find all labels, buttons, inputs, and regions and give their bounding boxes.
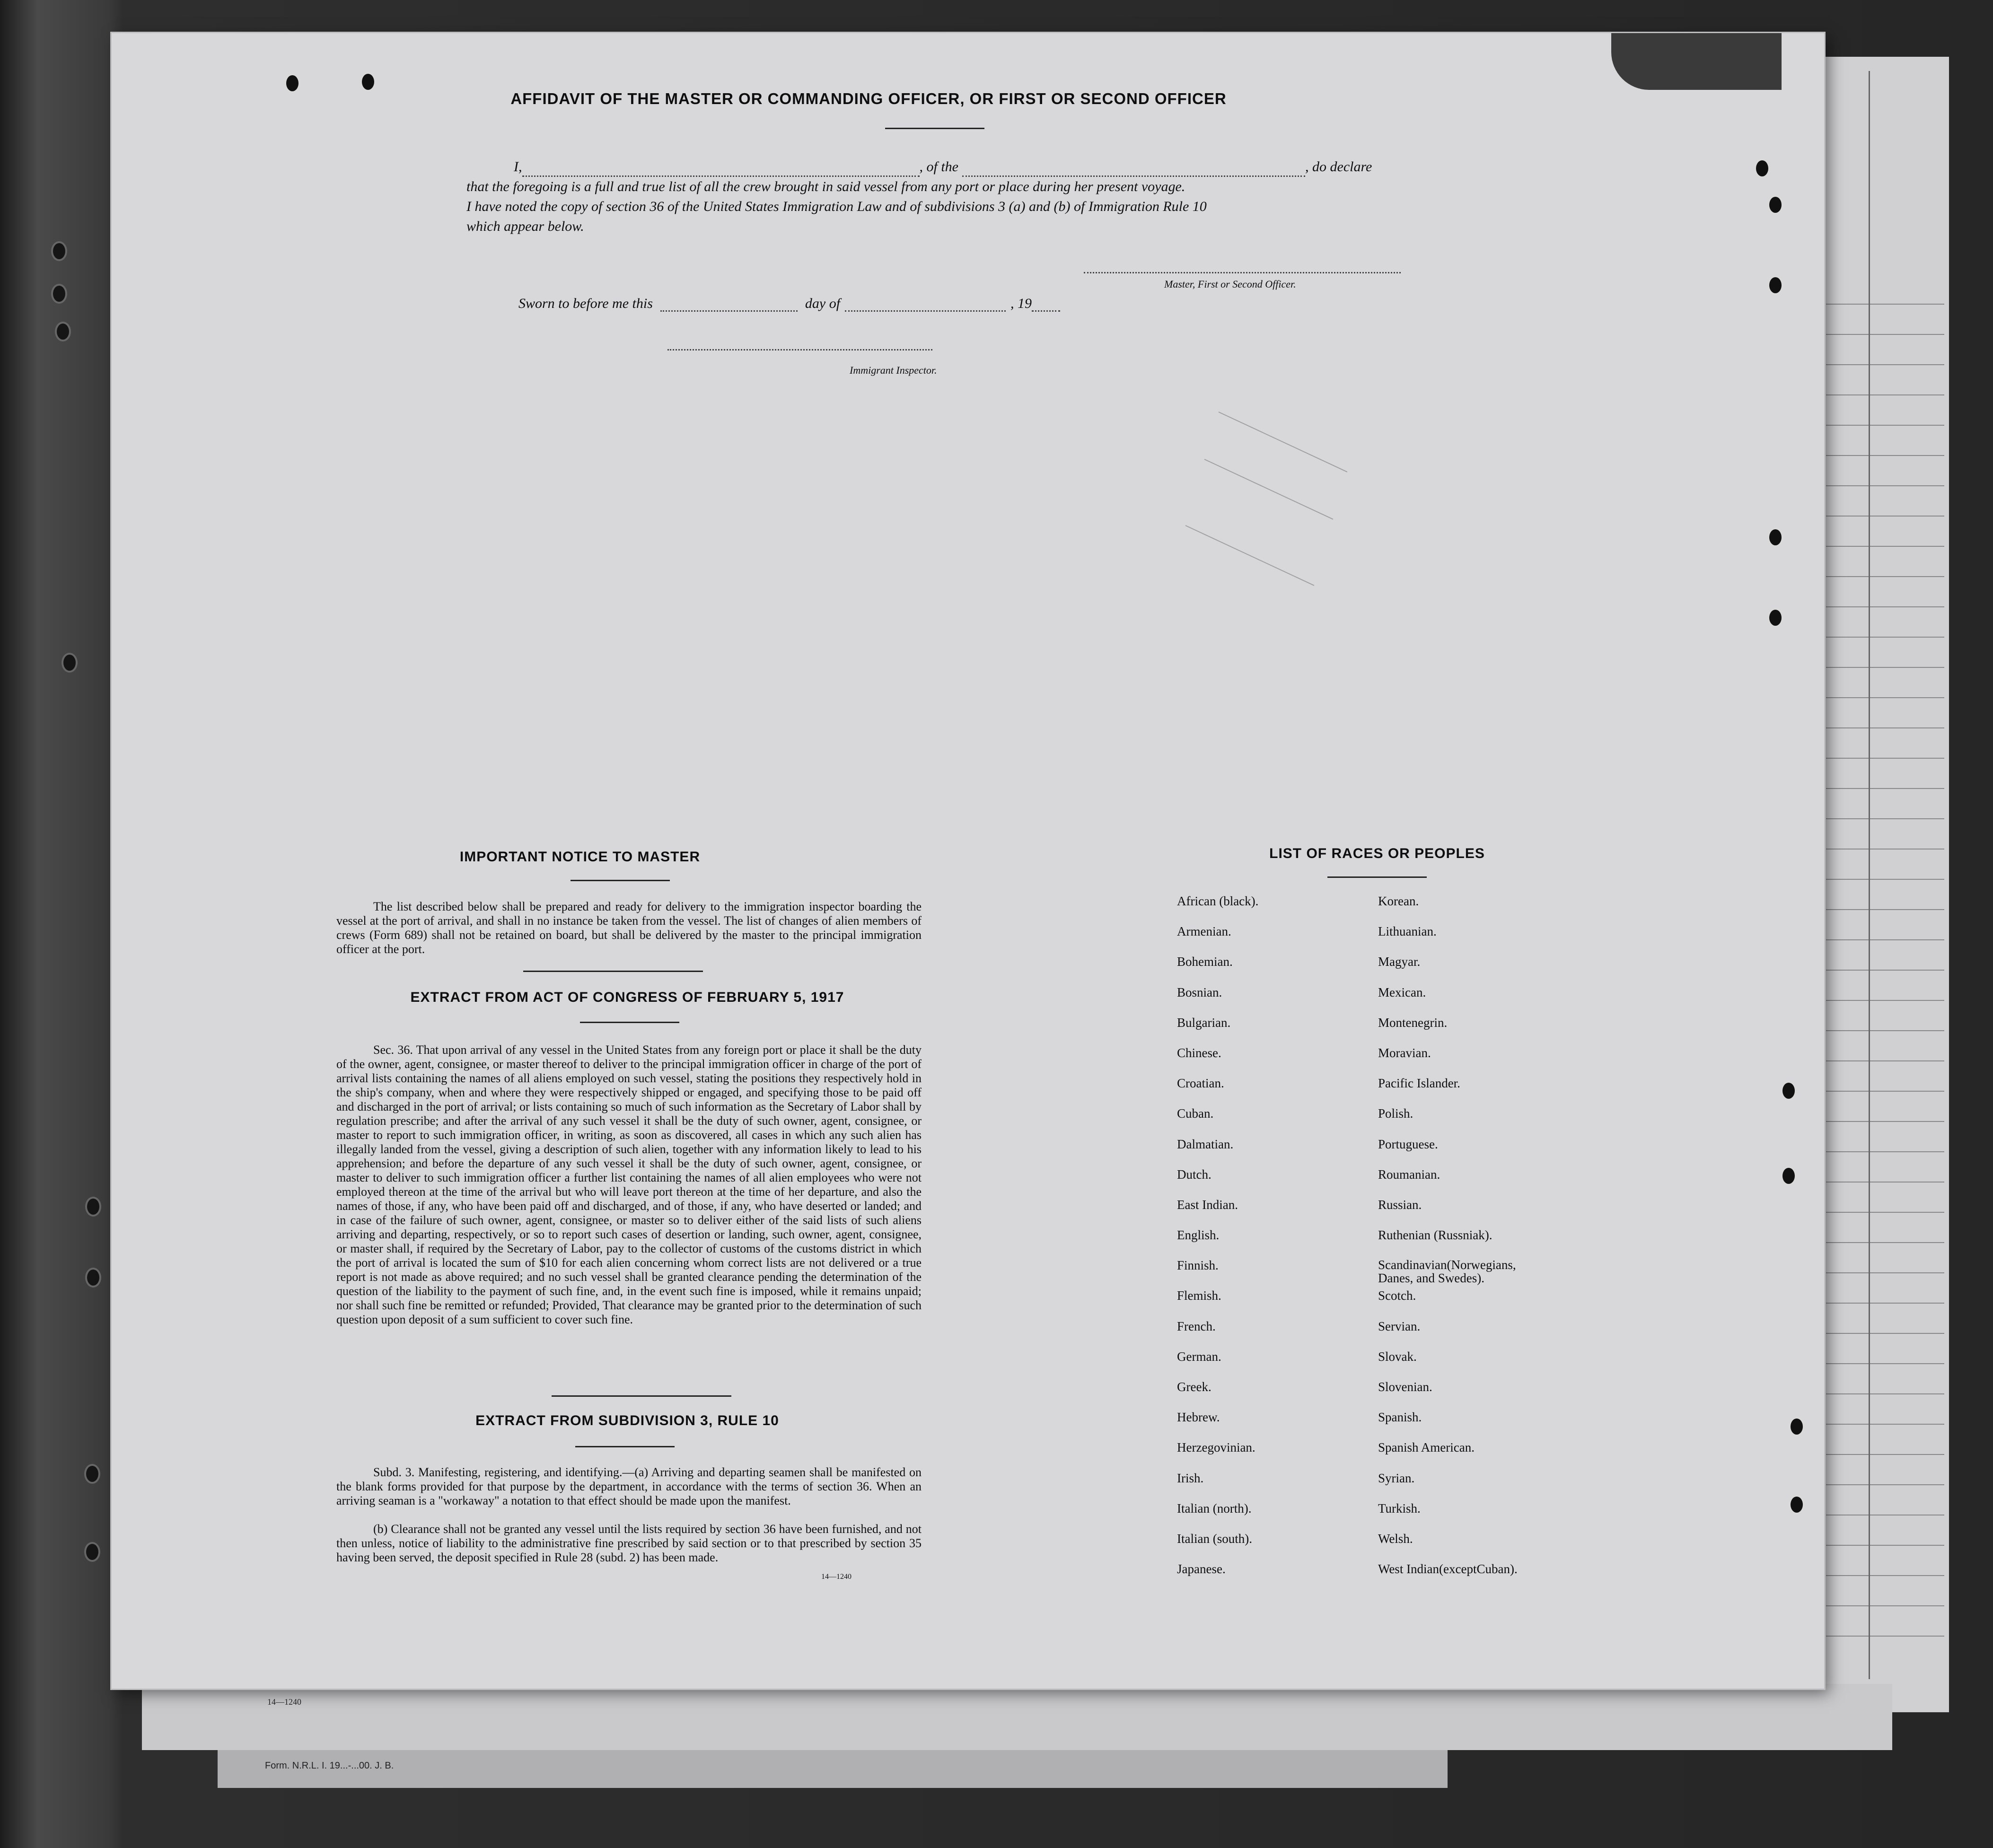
race-item: Finnish. xyxy=(1177,1258,1219,1273)
do-declare-label: , do declare xyxy=(1305,159,1372,175)
ledger-lines xyxy=(1826,274,1944,1646)
punch-hole-icon xyxy=(1754,158,1770,178)
punch-hole-icon xyxy=(284,73,300,93)
race-item: Bohemian. xyxy=(1177,955,1233,969)
binder-hole-icon xyxy=(85,1268,101,1287)
race-item: Russian. xyxy=(1378,1197,1422,1212)
inspector-signature-field[interactable] xyxy=(667,349,932,350)
race-item: Slovak. xyxy=(1378,1349,1417,1364)
race-item: Slovenian. xyxy=(1378,1380,1432,1394)
race-item: Moravian. xyxy=(1378,1045,1431,1060)
rule-title-rule xyxy=(575,1446,675,1447)
ledger-margin-line xyxy=(1869,71,1870,1679)
punch-hole-icon xyxy=(1767,275,1783,295)
race-item: Lithuanian. xyxy=(1378,924,1437,939)
sworn-year-field[interactable] xyxy=(1032,297,1060,312)
year-label: , 19 xyxy=(1010,296,1032,311)
affidavit-body-line3: which appear below. xyxy=(466,219,584,234)
torn-corner xyxy=(1611,33,1782,90)
inspector-caption: Immigrant Inspector. xyxy=(850,364,937,376)
act-body: Sec. 36. That upon arrival of any vessel in the United States from any foreign port or place it shall be the duty of the owner, agent, consignee, or master thereof to deliver to the principal immigration officer in charge of the port of arrival lists containing the names of all aliens employed on such vessel, stating the positions they respectively hold in the ship's company, when and where they were respectively shipped or engaged, and specifying those to be paid off and discharged in the port of arrival; or lists containing so much of such information as the Secretary of Labor shall by regulation prescribe; and after the arrival of any such vessel it shall be the duty of such owner, agent, consignee, or master to report to such immigration officer, in writing, as soon as discovered, all cases in which any such alien has illegally landed from the vessel, giving a description of such alien, together with any information likely to lead to his apprehension; and before the departure of any such vessel it shall be the duty of such owner, agent, consignee, or master to deliver to such immigration officer a further list containing the names of all alien employees who were not employed thereon at the time of the arrival but who will leave port thereon at the time of her departure, and also the names of those, if any, who have been paid off and discharged, and of those, if any, who have deserted or landed; and in case of the failure of such owner, agent, consignee, or master so to deliver either of the said lists of such aliens arriving and departing, respectively, or so to report such cases of desertion or landing, such owner, agent, consignee, or master shall, if required by the Secretary of Labor, pay to the collector of customs of the customs district in which the port of arrival is located the sum of $10 for each alien concerning whom correct lists are not delivered or a true report is not made as above required; and no such vessel shall be granted clearance pending the determination of the question of the liability to the payment of such fine, and, in the event such fine is imposed, while it remains unpaid; nor shall such fine be remitted or refunded; Provided, That clearance may be granted prior to the determination of such question upon deposit of a sum sufficient to cover such fine. xyxy=(336,1043,922,1326)
pencil-mark xyxy=(1219,412,1348,473)
race-item: Dutch. xyxy=(1177,1167,1212,1182)
punch-hole-icon xyxy=(1767,195,1783,215)
race-item: Spanish American. xyxy=(1378,1440,1475,1455)
binder-hole-icon xyxy=(84,1464,100,1484)
race-item: Servian. xyxy=(1378,1319,1421,1333)
race-item: Montenegrin. xyxy=(1378,1015,1448,1030)
races-column-1 xyxy=(1177,894,1376,1592)
notice-end-rule xyxy=(523,971,703,972)
sworn-line xyxy=(518,296,1060,312)
rule-para-a: Subd. 3. Manifesting, registering, and identifying.—(a) Arriving and departing seamen shall be manifested on the blank forms provided for that purpose by the department, in accordance with the terms of section 36. When an arriving seaman is a "workaway" a notation to that effect should be made upon the manifest. xyxy=(336,1465,922,1507)
punch-hole-icon xyxy=(1767,527,1783,547)
day-of-label: day of xyxy=(805,296,841,311)
race-item: Syrian. xyxy=(1378,1471,1415,1485)
bottom-form-label: Form. N.R.L. I. 19...-...00. J. B. xyxy=(265,1760,394,1771)
notice-title-rule xyxy=(571,880,670,881)
officer-signature-field[interactable] xyxy=(1084,272,1401,273)
race-item: Scotch. xyxy=(1378,1288,1416,1303)
signature-caption: Master, First or Second Officer. xyxy=(1164,278,1296,290)
affidavit-title-rule xyxy=(885,128,984,129)
master-name-field[interactable] xyxy=(522,161,920,177)
rule-title: EXTRACT FROM SUBDIVISION 3, RULE 10 xyxy=(475,1413,779,1428)
underlying-sheet-bottom xyxy=(142,1684,1892,1750)
race-item: Flemish. xyxy=(1177,1288,1221,1303)
of-the-label: , of the xyxy=(919,159,958,175)
race-item: Magyar. xyxy=(1378,955,1421,969)
punch-hole-icon xyxy=(360,72,376,92)
race-item: West Indian(exceptCuban). xyxy=(1378,1562,1518,1576)
race-item: Japanese. xyxy=(1177,1562,1226,1576)
race-item: East Indian. xyxy=(1177,1197,1238,1212)
act-title: EXTRACT FROM ACT OF CONGRESS OF FEBRUARY 5, 1917 xyxy=(410,990,844,1005)
affidavit-declaration xyxy=(466,157,1521,236)
race-item: English. xyxy=(1177,1228,1220,1243)
race-item: Turkish. xyxy=(1378,1501,1421,1515)
binder-hole-icon xyxy=(84,1542,100,1562)
sworn-month-field[interactable] xyxy=(845,297,1006,312)
sworn-day-field[interactable] xyxy=(660,297,798,312)
races-title-rule xyxy=(1327,876,1427,878)
rule-para-b: (b) Clearance shall not be granted any vessel until the lists required by section 36 have been furnished, and not then unless, notice of liability to the administrative fine prescribed by said section or to that prescribed by section 35 having been served, the deposit specified in Rule 28 (subd. 2) has been made. xyxy=(336,1522,922,1564)
manifest-sheet xyxy=(112,33,1824,1689)
race-item: Armenian. xyxy=(1177,924,1231,939)
bottom-form-number: 14—1240 xyxy=(267,1697,301,1707)
race-item: Croatian. xyxy=(1177,1076,1224,1091)
binder-hole-icon xyxy=(51,241,67,261)
punch-hole-icon xyxy=(1781,1081,1797,1101)
race-item: Pacific Islander. xyxy=(1378,1076,1460,1091)
race-item: Greek. xyxy=(1177,1380,1212,1394)
act-end-rule xyxy=(552,1395,731,1397)
i-label: I, xyxy=(514,159,522,175)
race-item: Herzegovinian. xyxy=(1177,1440,1256,1455)
race-item: Korean. xyxy=(1378,894,1419,908)
race-item: Chinese. xyxy=(1177,1045,1221,1060)
binder-hole-icon xyxy=(55,322,71,342)
binder-hole-icon xyxy=(51,284,67,304)
race-item: Italian (south). xyxy=(1177,1531,1252,1546)
race-item: Ruthenian (Russniak). xyxy=(1378,1228,1493,1243)
race-item: Italian (north). xyxy=(1177,1501,1252,1515)
race-item: Cuban. xyxy=(1177,1106,1214,1121)
punch-hole-icon xyxy=(1781,1166,1797,1186)
race-item: Irish. xyxy=(1177,1471,1204,1485)
binder-hole-icon xyxy=(61,653,78,673)
race-item: Polish. xyxy=(1378,1106,1414,1121)
races-column-2 xyxy=(1378,894,1643,1592)
notice-body: The list described below shall be prepared and ready for delivery to the immigration inspector boarding the vessel at the port of arrival, and shall in no instance be taken from the vessel. The list of changes of alien members of crews (Form 689) shall not be retained on board, but shall be delivered by the master to the principal immigration officer at the port. xyxy=(336,900,922,956)
race-item: Dalmatian. xyxy=(1177,1137,1234,1151)
race-item: Bosnian. xyxy=(1177,985,1222,999)
race-item: Hebrew. xyxy=(1177,1410,1220,1425)
rule-form-number: 14—1240 xyxy=(821,1573,852,1581)
race-item: Spanish. xyxy=(1378,1410,1422,1425)
race-item: Welsh. xyxy=(1378,1531,1413,1546)
affidavit-body-line2: I have noted the copy of section 36 of the United States Immigration Law and of subdivisions 3 (a) and (b) of Immigration Rule 10 xyxy=(466,199,1207,214)
bottom-form-strip xyxy=(218,1750,1448,1788)
punch-hole-icon xyxy=(1789,1495,1805,1515)
vessel-name-field[interactable] xyxy=(962,161,1305,177)
affidavit-title: AFFIDAVIT OF THE MASTER OR COMMANDING OFFICER, OR FIRST OR SECOND OFFICER xyxy=(510,90,1227,107)
race-item: African (black). xyxy=(1177,894,1259,908)
pencil-mark xyxy=(1185,525,1315,586)
sworn-label: Sworn to before me this xyxy=(518,296,653,311)
race-item: Portuguese. xyxy=(1378,1137,1438,1151)
race-item: Scandinavian(Norwegians, Danes, and Swedes). xyxy=(1378,1258,1516,1286)
act-title-rule xyxy=(580,1022,679,1023)
races-title: LIST OF RACES OR PEOPLES xyxy=(1269,846,1485,861)
punch-hole-icon xyxy=(1789,1417,1805,1436)
binder-hole-icon xyxy=(85,1197,101,1217)
race-item: German. xyxy=(1177,1349,1221,1364)
race-item: French. xyxy=(1177,1319,1216,1333)
affidavit-body-line1: that the foregoing is a full and true list of all the crew brought in said vessel from any port or place during her present voyage. xyxy=(466,179,1185,194)
pencil-mark xyxy=(1204,459,1334,520)
race-item: Mexican. xyxy=(1378,985,1426,999)
race-item: Roumanian. xyxy=(1378,1167,1440,1182)
punch-hole-icon xyxy=(1767,608,1783,628)
race-item: Bulgarian. xyxy=(1177,1015,1231,1030)
notice-title: IMPORTANT NOTICE TO MASTER xyxy=(459,849,701,865)
